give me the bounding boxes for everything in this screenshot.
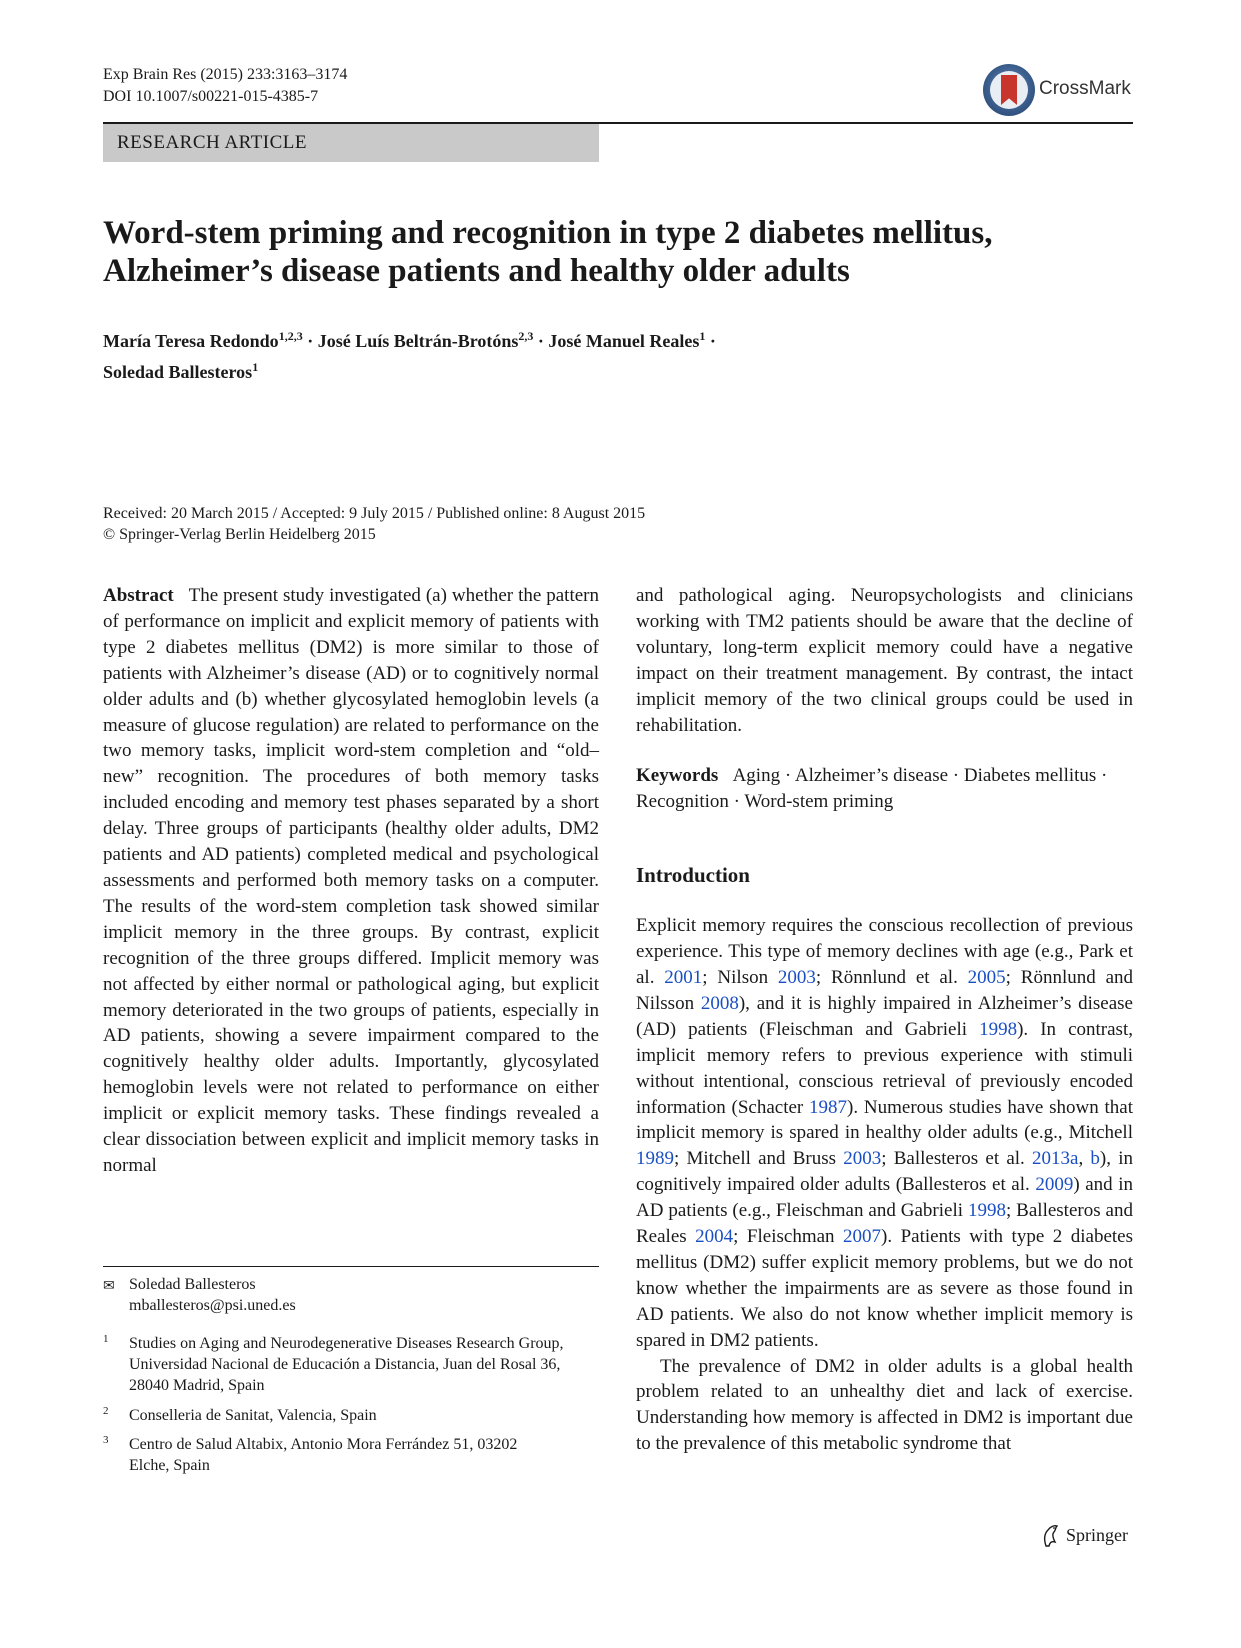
affiliation-text: Studies on Aging and Neurodegenerative Diseases Research Group, Universidad Nacional de Educación a Distancia, Juan del Rosal 36, 28040 Madrid, Spain [129,1335,564,1394]
abstract-text: The present study investigated (a) whether the pattern of performance on implicit and explicit memory of patients with type 2 diabetes mellitus (DM2) is more similar to those of patients with Alzheimer’s disease (AD) or to cognitively normal older adults and (b) whether glycosylated hemoglobin levels (a measure of glucose regulation) are related to performance on the two memory tasks, implicit word-stem completion and “old–new” recognition. The procedures of both memory tasks included encoding and memory test phases separated by a short delay. Three groups of participants (healthy older adults, DM2 patients and AD patients) completed medical and psychological assessments and performed both memory tasks on a computer. The results of the word-stem completion task showed similar implicit memory in the three groups. By contrast, explicit recognition of the three groups differed. Implicit memory was not affected by either normal or pathological aging, but explicit memory deteriorated in the two groups of patients, especially in AD patients, showing a severe impairment compared to the cognitively healthy older adults. Importantly, glycosylated hemoglobin levels were not related to performance on either implicit or explicit memory tasks. These findings revealed a clear dissociation between explicit and implicit memory tasks in normal [103,585,599,1176]
springer-horse-icon [1040,1522,1062,1548]
author-affiliation: 1 [252,360,259,374]
paragraph-text: Explicit memory requires the conscious recollection of previous experience. This type of memory declines with age (e.g., Park et al. [636,915,1133,988]
affiliation-number: 2 [103,1405,109,1417]
paragraph-text: ) and in AD patients (e.g., Fleischman and Gabrieli [636,1174,1133,1222]
correspondence [103,1274,599,1316]
citation-link[interactable]: 2008 [700,992,739,1014]
abstract [103,583,599,1179]
author-separator: · [307,331,314,351]
affiliation-item [103,1333,599,1397]
affiliation-item [103,1434,599,1478]
journal-header [103,64,347,108]
right-column [636,583,1133,1457]
crossmark-icon [983,64,1035,116]
citation-link[interactable]: 2009 [1035,1174,1074,1196]
paragraph-text: ; Fleischman [733,1226,844,1248]
citation-link[interactable]: b [1090,1148,1100,1170]
citation-link[interactable]: 1987 [809,1096,848,1118]
author-affiliation: 2,3 [518,329,534,343]
crossmark-label: CrossMark [1039,78,1131,99]
publisher-logo [1040,1522,1140,1552]
article-title [103,214,1103,290]
author-affiliation: 1,2,3 [278,329,303,343]
correspondence-email[interactable]: mballesteros@psi.uned.es [129,1297,296,1314]
author-name[interactable]: José Luís Beltrán-Brotóns [317,331,519,351]
affiliation-item [103,1405,599,1427]
paragraph-text: ; Ballesteros and Reales [636,1200,1133,1248]
envelope-icon: ✉ [103,1279,115,1294]
keywords-label: Keywords [636,765,719,787]
affiliation-text: Centro de Salud Altabix, Antonio Mora Ferrández 51, 03202 Elche, Spain [129,1436,518,1474]
citation-link[interactable]: 1989 [636,1148,674,1170]
keywords-text: Aging · Alzheimer’s disease · Diabetes mellitus · Recognition · Word-stem priming [636,765,1108,813]
abstract-continued: and pathological aging. Neuropsychologists and clinicians working with TM2 patients should be aware that the decline of voluntary, long-term explicit memory could have a negative impact on their treatment management. By contrast, the intact implicit memory of the two clinical groups could be used in rehabilitation. [636,585,1133,736]
title-line-2: Alzheimer’s disease patients and healthy older adults [103,253,850,289]
title-line-1: Word-stem priming and recognition in type 2 diabetes mellitus, [103,215,993,251]
paragraph-text: ). In contrast, implicit memory refers to previous experience with stimuli without intentional, conscious retrieval of previously encoded information (Schacter [636,1018,1133,1118]
crossmark-badge[interactable] [983,64,1133,116]
introduction-paragraph: The prevalence of DM2 in older adults is a global health problem related to an unhealthy diet and lack of exercise. Understanding how memory is affected in DM2 is important due to the prevalence of this metabolic syndrome that [636,1355,1133,1455]
paragraph-text: ; Ballesteros et al. [881,1148,1032,1170]
footnote-rule [103,1266,599,1267]
paragraph-text: ). Patients with type 2 diabetes mellitus (DM2) suffer explicit memory problems, but we do not know whether the impairments are as severe as those found in AD patients. We also do not know whether implicit memory is spared in DM2 patients. [636,1226,1133,1351]
paragraph-text: ), in cognitively impaired older adults (Ballesteros et al. [636,1148,1133,1196]
copyright: © Springer-Verlag Berlin Heidelberg 2015 [103,526,376,543]
citation-link[interactable]: 2004 [695,1226,734,1248]
citation-link[interactable]: 2003 [843,1148,882,1170]
citation-link[interactable]: 1998 [967,1200,1006,1222]
abstract-label: Abstract [103,585,174,606]
publication-dates [103,503,1003,545]
paragraph-text: ; Mitchell and Bruss [674,1148,844,1170]
author-separator: · [709,331,716,351]
doi: DOI 10.1007/s00221-015-4385-7 [103,88,319,105]
paragraph-text: ; Nilson [702,966,778,988]
citation-link[interactable]: 1998 [979,1018,1018,1040]
paragraph-text: ; Rönnlund et al. [815,966,968,988]
affiliation-number: 1 [103,1333,109,1345]
citation-link[interactable]: 2013a [1032,1148,1079,1170]
journal-citation: Exp Brain Res (2015) 233:3163–3174 [103,66,348,83]
paragraph-text: ), and it is highly impaired in Alzheimer’s disease (AD) patients (Fleischman and Gabrieli [636,992,1133,1040]
keywords [636,763,1133,815]
article-type-banner: RESEARCH ARTICLE [103,124,599,162]
author-name[interactable]: María Teresa Redondo [103,331,279,351]
received-accepted-published: Received: 20 March 2015 / Accepted: 9 July 2015 / Published online: 8 August 2015 [103,505,646,522]
affiliation-text: Conselleria de Sanitat, Valencia, Spain [129,1407,377,1424]
correspondence-name: Soledad Ballesteros [129,1276,256,1293]
citation-link[interactable]: 2005 [967,966,1006,988]
paragraph-text: , [1078,1148,1091,1170]
introduction-paragraph [636,913,1133,1353]
paragraph-text: ; Rönnlund and Nilsson [636,966,1134,1014]
paragraph-text: ). Numerous studies have shown that implicit memory is spared in healthy older adults (e.g., Mitchell [636,1096,1133,1144]
section-heading-introduction: Introduction [636,863,750,888]
springer-label: Springer [1066,1525,1128,1545]
author-affiliation: 1 [699,329,706,343]
author-name[interactable]: Soledad Ballesteros [103,362,253,382]
citation-link[interactable]: 2003 [777,966,816,988]
citation-link[interactable]: 2007 [843,1226,882,1248]
left-column [103,583,599,1179]
author-separator: · [537,331,544,351]
affiliation-number: 3 [103,1434,109,1446]
author-list [103,323,1003,385]
citation-link[interactable]: 2001 [664,966,703,988]
author-name[interactable]: José Manuel Reales [548,331,700,351]
